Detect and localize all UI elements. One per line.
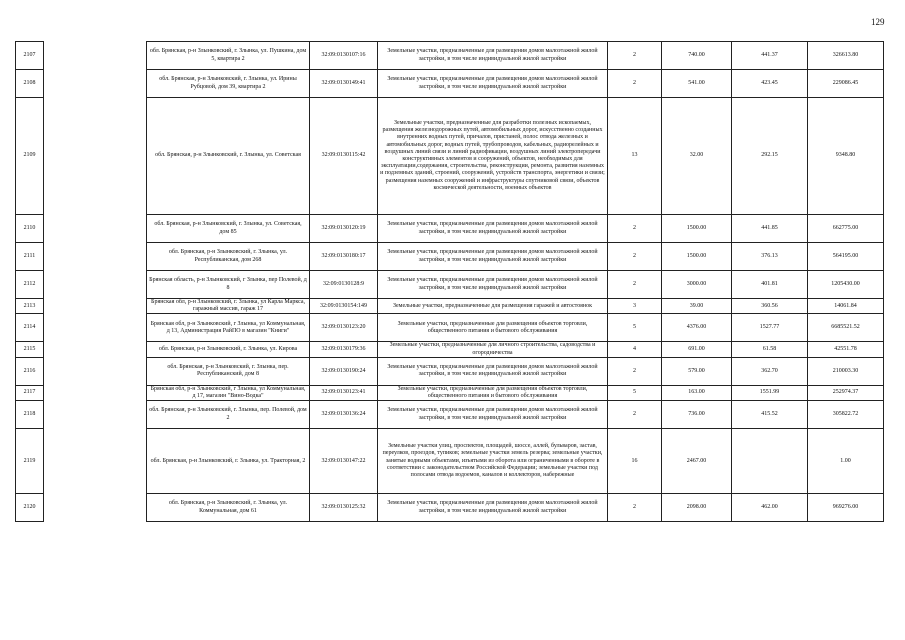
specific-value-cell: 362.70 — [732, 357, 808, 385]
address-cell: Брянская область, р-н Злынковский, г Злынка, пер Полевой, д 8 — [147, 271, 310, 299]
cadastral-value-cell: 210003.30 — [808, 357, 884, 385]
cadastral-value-cell: 305822.72 — [808, 401, 884, 429]
group-cell: 2 — [608, 215, 662, 243]
address-cell: обл. Брянская, р-н Злынковский, г. Злынка, пер. Полевой, дом 2 — [147, 401, 310, 429]
row-number: 2119 — [16, 429, 44, 494]
gap-cell — [44, 98, 147, 215]
specific-value-cell: 441.37 — [732, 42, 808, 70]
area-cell: 1500.00 — [662, 215, 732, 243]
land-use-cell: Земельные участки, предназначенные для размещения гаражей и автостоянок — [378, 299, 608, 314]
group-cell: 13 — [608, 98, 662, 215]
table-row — [16, 215, 884, 243]
table-row — [16, 494, 884, 522]
gap-cell — [44, 243, 147, 271]
specific-value-cell — [732, 429, 808, 494]
land-use-cell: Земельные участки, предназначенные для размещения домов малоэтажной жилой застройки, в том числе индивидуальной жилой застройки — [378, 357, 608, 385]
land-use-cell: Земельные участки, предназначенные для размещения домов малоэтажной жилой застройки, в том числе индивидуальной жилой застройки — [378, 401, 608, 429]
land-use-cell: Земельные участки, предназначенные для размещения домов малоэтажной жилой застройки, в том числе индивидуальной жилой застройки — [378, 243, 608, 271]
table-row — [16, 401, 884, 429]
table-row — [16, 70, 884, 98]
area-cell: 163.00 — [662, 385, 732, 400]
land-use-cell: Земельные участки улиц, проспектов, площадей, шоссе, аллей, бульваров, застав, переулков, проездов, тупиков; земельные участки земель резерва; земельные участки, занятые водными объектами, изъятыми из оборота или ограниченными в обороте в соответствии с законодательством Российской Федерации; земельные участки под полосами отвода водоемов, каналов и коллекторов, набережные — [378, 429, 608, 494]
table-row — [16, 243, 884, 271]
specific-value-cell: 360.56 — [732, 299, 808, 314]
specific-value-cell: 292.15 — [732, 98, 808, 215]
cadastral-number-cell: 32:09:0130190:24 — [310, 357, 378, 385]
cadastral-value-cell: 9348.80 — [808, 98, 884, 215]
cadastral-value-cell: 252974.37 — [808, 385, 884, 400]
land-use-cell: Земельные участки, предназначенные для разработки полезных ископаемых, размещения железнодорожных путей, автомобильных дорог, искусственно созданных внутренних водных путей, причалов, пристаней, полос отвода железных и автомобильных дорог, водных путей, трубопроводов, кабельных, радиорелейных и воздушных линий связи и линий радиофикации, воздушных линий электропередачи конструктивных элементов и сооружений, объектов, необходимых для эксплуатации,содержания, строительства, реконструкции, ремонта, развития наземных и подземных зданий, строений, сооружений, устройств транспорта, энергетики и связи; размещения наземных сооружений и инфраструктуры спутниковой связи, объектов космической деятельности, военных объектов — [378, 98, 608, 215]
row-number: 2107 — [16, 42, 44, 70]
land-use-cell: Земельные участки, предназначенные для размещения объектов торговли, общественного питания и бытового обслуживания — [378, 314, 608, 342]
cadastral-value-cell: 42551.78 — [808, 342, 884, 357]
cadastral-number-cell: 32:09:0130125:32 — [310, 494, 378, 522]
row-number: 2118 — [16, 401, 44, 429]
specific-value-cell: 441.85 — [732, 215, 808, 243]
cadastral-value-cell: 6685521.52 — [808, 314, 884, 342]
area-cell: 1500.00 — [662, 243, 732, 271]
cadastral-number-cell: 32:09:0130115:42 — [310, 98, 378, 215]
area-cell: 740.00 — [662, 42, 732, 70]
cadastral-value-cell: 1205430.00 — [808, 271, 884, 299]
area-cell: 39.00 — [662, 299, 732, 314]
gap-cell — [44, 70, 147, 98]
cadastral-number-cell: 32:09:0130136:24 — [310, 401, 378, 429]
cadastral-value-cell: 1.00 — [808, 429, 884, 494]
land-use-cell: Земельные участки, предназначенные для личного строительства, садоводства и огородничества — [378, 342, 608, 357]
area-cell: 32.00 — [662, 98, 732, 215]
area-cell: 541.00 — [662, 70, 732, 98]
gap-cell — [44, 299, 147, 314]
specific-value-cell: 423.45 — [732, 70, 808, 98]
gap-cell — [44, 429, 147, 494]
gap-cell — [44, 271, 147, 299]
land-use-cell: Земельные участки, предназначенные для размещения домов малоэтажной жилой застройки, в том числе индивидуальной жилой застройки — [378, 215, 608, 243]
group-cell: 2 — [608, 243, 662, 271]
address-cell: Брянская обл, р-н Злынковский, г Злынка, ул Коммунальная, д 17, магазин "Вино-Водка" — [147, 385, 310, 400]
group-cell: 2 — [608, 494, 662, 522]
cadastral-number-cell: 32:09:0130179:36 — [310, 342, 378, 357]
group-cell: 5 — [608, 385, 662, 400]
table-row — [16, 42, 884, 70]
gap-cell — [44, 42, 147, 70]
specific-value-cell: 61.58 — [732, 342, 808, 357]
area-cell: 4376.00 — [662, 314, 732, 342]
gap-cell — [44, 314, 147, 342]
row-number: 2113 — [16, 299, 44, 314]
specific-value-cell: 415.52 — [732, 401, 808, 429]
cadastral-number-cell: 32:09:0130147:22 — [310, 429, 378, 494]
cadastral-number-cell: 32:09:0130107:16 — [310, 42, 378, 70]
address-cell: Брянская обл, р-н Злынковский, г. Злынка, ул Карла Маркса, гаражный массив, гараж 17 — [147, 299, 310, 314]
table-row — [16, 314, 884, 342]
row-number: 2109 — [16, 98, 44, 215]
cadastral-value-cell: 229086.45 — [808, 70, 884, 98]
specific-value-cell: 462.00 — [732, 494, 808, 522]
cadastral-value-cell: 662775.00 — [808, 215, 884, 243]
area-cell: 2098.00 — [662, 494, 732, 522]
gap-cell — [44, 401, 147, 429]
land-use-cell: Земельные участки, предназначенные для размещения домов малоэтажной жилой застройки, в том числе индивидуальной жилой застройки — [378, 494, 608, 522]
cadastral-number-cell: 32:09:0130149:41 — [310, 70, 378, 98]
address-cell: обл. Брянская, р-н Злынковский, г. Злынка, ул. Советская — [147, 98, 310, 215]
page-number: 129 — [871, 17, 885, 27]
table-row — [16, 98, 884, 215]
land-use-cell: Земельные участки, предназначенные для размещения домов малоэтажной жилой застройки, в том числе индивидуальной жилой застройки — [378, 271, 608, 299]
cadastral-value-cell: 969276.00 — [808, 494, 884, 522]
area-cell: 2467.00 — [662, 429, 732, 494]
cadastral-number-cell: 32:09:0130180:17 — [310, 243, 378, 271]
group-cell: 2 — [608, 271, 662, 299]
address-cell: обл. Брянская, р-н Злынковский, г. Злынка, ул. Кирова — [147, 342, 310, 357]
table-row — [16, 342, 884, 357]
row-number: 2108 — [16, 70, 44, 98]
row-number: 2115 — [16, 342, 44, 357]
gap-cell — [44, 215, 147, 243]
address-cell: обл. Брянская, р-н Злынковский, г. Злынка, ул. Советская, дом 85 — [147, 215, 310, 243]
area-cell: 3000.00 — [662, 271, 732, 299]
cadastral-number-cell: 32:09:0130123:20 — [310, 314, 378, 342]
group-cell: 3 — [608, 299, 662, 314]
gap-cell — [44, 342, 147, 357]
table-row — [16, 357, 884, 385]
specific-value-cell: 401.81 — [732, 271, 808, 299]
cadastral-number-cell: 32:09:0130120:19 — [310, 215, 378, 243]
group-cell: 2 — [608, 42, 662, 70]
row-number: 2112 — [16, 271, 44, 299]
group-cell: 2 — [608, 357, 662, 385]
address-cell: обл. Брянская, р-н Злынковский, г. Злынка, ул. Тракторная, 2 — [147, 429, 310, 494]
row-number: 2111 — [16, 243, 44, 271]
specific-value-cell: 1551.99 — [732, 385, 808, 400]
address-cell: обл. Брянская, р-н Злынковский, г. Злынка, ул. Ирины Рубцовой, дом 39, квартира 2 — [147, 70, 310, 98]
land-use-cell: Земельные участки, предназначенные для размещения домов малоэтажной жилой застройки, в том числе индивидуальной жилой застройки — [378, 42, 608, 70]
table-row — [16, 271, 884, 299]
row-number: 2116 — [16, 357, 44, 385]
land-use-cell: Земельные участки, предназначенные для размещения домов малоэтажной жилой застройки, в том числе индивидуальной жилой застройки — [378, 70, 608, 98]
address-cell: Брянская обл, р-н Злынковский, г Злынка, ул Коммунальная, д 13, Администрация РайПО в магазин "Книги" — [147, 314, 310, 342]
gap-cell — [44, 357, 147, 385]
cadastral-value-cell: 564195.00 — [808, 243, 884, 271]
row-number: 2110 — [16, 215, 44, 243]
row-number: 2114 — [16, 314, 44, 342]
specific-value-cell: 1527.77 — [732, 314, 808, 342]
group-cell: 16 — [608, 429, 662, 494]
gap-cell — [44, 385, 147, 400]
group-cell: 2 — [608, 70, 662, 98]
cadastral-value-table — [15, 41, 884, 522]
address-cell: обл. Брянская, р-н Злынковский, г. Злынка, ул. Республиканская, дом 268 — [147, 243, 310, 271]
specific-value-cell: 376.13 — [732, 243, 808, 271]
table-row — [16, 299, 884, 314]
area-cell: 691.00 — [662, 342, 732, 357]
cadastral-value-cell: 14061.84 — [808, 299, 884, 314]
group-cell: 4 — [608, 342, 662, 357]
table-row — [16, 429, 884, 494]
address-cell: обл. Брянская, р-н Злынковский, г. Злынка, пер. Республиканский, дом 8 — [147, 357, 310, 385]
table-row — [16, 385, 884, 400]
group-cell: 5 — [608, 314, 662, 342]
group-cell: 2 — [608, 401, 662, 429]
area-cell: 736.00 — [662, 401, 732, 429]
row-number: 2120 — [16, 494, 44, 522]
cadastral-number-cell: 32:09:0130154:149 — [310, 299, 378, 314]
address-cell: обл. Брянская, р-н Злынковский, г. Злынка, ул. Пушкина, дом 5, квартира 2 — [147, 42, 310, 70]
land-use-cell: Земельные участки, предназначенные для размещения объектов торговли, общественного питания и бытового обслуживания — [378, 385, 608, 400]
cadastral-number-cell: 32:09:0130128:9 — [310, 271, 378, 299]
area-cell: 579.00 — [662, 357, 732, 385]
address-cell: обл. Брянская, р-н Злынковский, г. Злынка, ул. Коммунальная, дом 61 — [147, 494, 310, 522]
cadastral-number-cell: 32:09:0130123:41 — [310, 385, 378, 400]
cadastral-value-cell: 326613.80 — [808, 42, 884, 70]
row-number: 2117 — [16, 385, 44, 400]
gap-cell — [44, 494, 147, 522]
